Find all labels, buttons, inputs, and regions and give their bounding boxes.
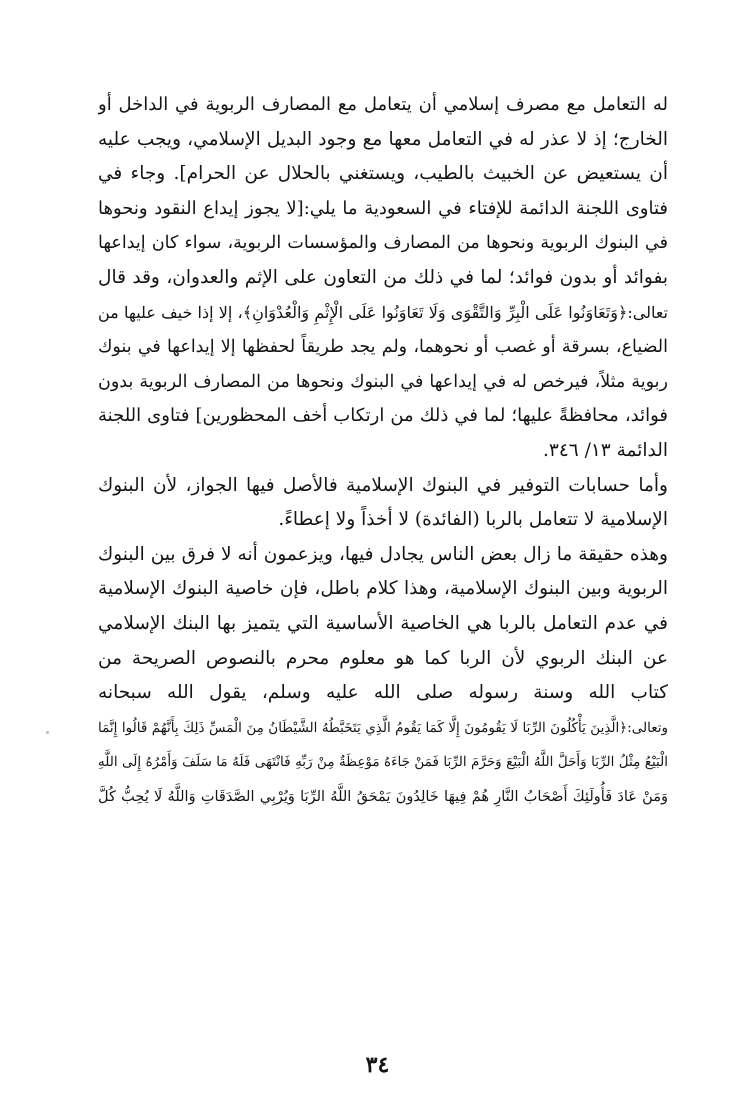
text-line-quran: الْبَيْعُ مِثْلُ الرِّبَا وَأَحَلَّ اللَّهُ الْبَيْعَ وَحَرَّمَ الرِّبَا فَمَنْ جَاءَهُ مَوْعِظَةٌ مِنْ رَبِّهِ فَانْتَهَى فَلَهُ مَا سَلَفَ وَأَمْرُهُ إِلَى اللَّهِ xyxy=(98,754,668,771)
paragraph-2 xyxy=(98,469,668,538)
text-line: الإسلامية لا تتعامل بالربا (الفائدة) لا أخذاً ولا إعطاءً. xyxy=(278,509,668,531)
text-line: الدائمة ١٣/ ٣٤٦. xyxy=(543,439,668,461)
text-line: في عدم التعامل بالربا هي الخاصية الأساسية التي يتميز بها البنك الإسلامي xyxy=(98,612,668,634)
margin-dot xyxy=(46,731,49,734)
text-line: عن البنك الربوي لأن الربا كما هو معلوم محرم بالنصوص الصريحة من xyxy=(98,647,668,669)
text-line: الخارج؛ إذ لا عذر له في التعامل معها مع وجود البديل الإسلامي، ويجب عليه xyxy=(98,128,668,150)
body-text xyxy=(98,88,668,814)
text-line: بفوائد أو بدون فوائد؛ لما في ذلك من التعاون على الإثم والعدوان، وقد قال xyxy=(98,266,668,288)
text-line: أن يستعيض عن الخبيث بالطيب، ويستغني بالحلال عن الحرام]. وجاء في xyxy=(98,163,668,185)
text-line: في البنوك الربوية ونحوها من المصارف والمؤسسات الربوية، سواء كان إيداعها xyxy=(98,233,668,254)
paragraph-1 xyxy=(98,88,668,469)
text-line: فوائد، محافظةً عليها؛ لما في ذلك من ارتكاب أخف المحظورين] فتاوى اللجنة xyxy=(98,405,668,427)
text-line: له التعامل مع مصرف إسلامي أن يتعامل مع المصارف الربوية في الداخل أو xyxy=(98,94,668,115)
page-number: ٣٤ xyxy=(365,1052,390,1078)
text-line-quran: وَمَنْ عَادَ فَأُولَئِكَ أَصْحَابُ النَّارِ هُمْ فِيهَا خَالِدُونَ يَمْحَقُ اللَّهُ الرِّبَا وَيُرْبِي الصَّدَقَاتِ وَاللَّهُ لَا يُحِبُّ كُلَّ xyxy=(98,788,668,805)
text-line-quran: وتعالى:﴿الَّذِينَ يَأْكُلُونَ الرِّبَا لَا يَقُومُونَ إِلَّا كَمَا يَقُومُ الَّذِي يَتَخَبَّطُهُ الشَّيْطَانُ مِنَ الْمَسِّ ذَلِكَ بِأَنَّهُمْ قَالُوا إِنَّمَا xyxy=(98,719,668,736)
text-line: الربوية وبين البنوك الإسلامية، وهذا كلام باطل، فإن خاصية البنوك الإسلامية xyxy=(98,578,668,600)
text-line: فتاوى اللجنة الدائمة للإفتاء في السعودية ما يلي:[لا يجوز إيداع النقود ونحوها xyxy=(98,197,668,219)
paragraph-3 xyxy=(98,538,668,815)
text-line: وأما حسابات التوفير في البنوك الإسلامية فالأصل فيها الجواز، لأن البنوك xyxy=(98,474,668,496)
text-line: وهذه حقيقة ما زال بعض الناس يجادل فيها، ويزعمون أنه لا فرق بين البنوك xyxy=(98,543,668,565)
text-line: ربوية مثلاً، فيرخص له في إيداعها في البنوك ونحوها من المصارف الربوية بدون xyxy=(98,371,668,392)
text-line: الضياع، بسرقة أو غصب أو نحوهما، ولم يجد طريقاً لحفظها إلا إيداعها في بنوك xyxy=(98,337,668,358)
text-line-quran: تعالى:﴿وَتَعَاوَنُوا عَلَى الْبِرِّ وَالتَّقْوَى وَلَا تَعَاوَنُوا عَلَى الْإِثْمِ وَالْعُدْوَانِ﴾، إلا إذا خيف عليها من xyxy=(98,302,668,322)
text-line: كتاب الله وسنة رسوله صلى الله عليه وسلم، يقول الله سبحانه xyxy=(98,682,668,704)
